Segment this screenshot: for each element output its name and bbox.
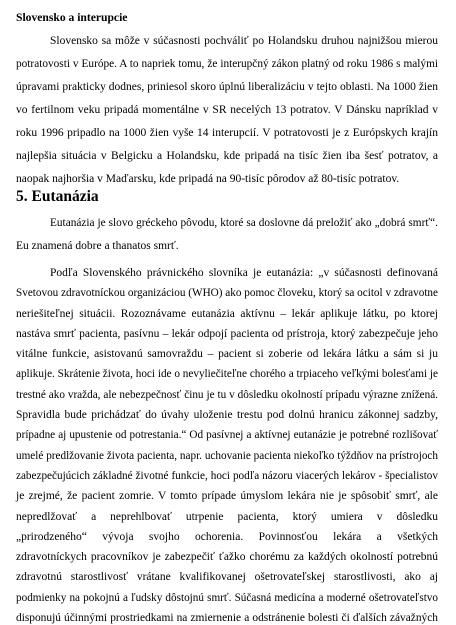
paragraph-line: disponujú účinnými prostriedkami na zmiernenie a odstránenie bolesti či ďalších závažných	[16, 612, 438, 624]
section-text-line: najlepšia situácia v Belgicku a Holandsku, kde pripadá na tisíc žien iba šesť potratov, a	[16, 150, 438, 162]
paragraph-line: „prirodzeného“ vývoja svojho ochorenia. Povinnosťou lekára a všetkých	[16, 531, 438, 543]
section-heading: Slovensko a interupcie	[16, 11, 128, 24]
paragraph-line: prípadne aj upustenie od potrestania.“ Od pasívnej a aktívnej eutanázie je potrebné rozlišovať	[16, 429, 438, 441]
section-text-line: Slovensko sa môže v súčasnosti pochváliť po Holandsku druhou najnižšou mierou	[50, 35, 438, 47]
paragraph-line: podmienky na pokojnú a ľudsky dôstojnú smrť. Súčasná medicína a moderné ošetrovateľstvo	[16, 592, 438, 604]
section-text-line: potratovosti v Európe. A to napriek tomu, že interupčný zákon platný od roku 1986 s malými	[16, 58, 438, 70]
section-text-line: naopak najhoršia v Maďarsku, kde pripadá na 90-tisíc pôrodov až 80-tisíc potratov.	[16, 173, 400, 185]
paragraph-line: umelé predlžovanie života pacienta, napr. uchovanie pacienta niekoľko týždňov na prístrojoch	[16, 450, 438, 462]
paragraph-line: nastáva smrť pacienta, pasívnu – lekár odpojí pacienta od prístroja, ktorý zabezpečuje jeho	[16, 328, 438, 340]
paragraph-line: Svetovou zdravotníckou organizáciou (WHO) ako pomoc človeku, ktorý sa ocitol v zdravotne	[16, 287, 438, 299]
section-text-line: vo fertilnom veku pripadá momentálne v SR necelých 13 potratov. V Dánsku napríklad v	[16, 104, 438, 116]
paragraph-line: trestné ako vražda, ale nebezpečnosť činu je tu v dôsledku okolností prípadu výrazne znížená.	[16, 389, 438, 401]
chapter-heading: 5. Eutanázia	[16, 188, 99, 205]
paragraph-line: zdravotnú starostlivosť vrátane kvalifikovanej ošetrovateľskej starostlivosti, ako aj	[16, 571, 438, 583]
paragraph-line: zabezpečujúcich základné životné funkcie, hoci podľa názoru viacerých lekárov - špecialistov	[16, 470, 438, 482]
paragraph-line: nepredlžovať a neprehlbovať utrpenie pacienta, ktorý umiera v dôsledku	[16, 511, 438, 523]
paragraph-line: neriešiteľnej situácii. Rozoznávame eutanázia aktívnu – lekár aplikuje látku, po ktorej	[16, 308, 438, 320]
paragraph-line: Spravidla bude prichádzať do úvahy uloženie trestu pod dolnú hranicu zákonnej sadzby,	[16, 409, 438, 421]
paragraph-line: vitálne funkcie, asistovanú samovraždu – pacient si zoberie od lekára látku a sám si ju	[16, 348, 438, 360]
paragraph-line: aplikuje. Skrátenie života, hoci ide o nevyliečiteľne chorého a trpiaceho veľkými bolesťami je	[16, 368, 438, 380]
paragraph-line: Eu znamená dobre a thanatos smrť.	[16, 240, 179, 252]
section-text-line: roku 1996 pripadlo na 1000 žien vyše 14 interupcií. V potratovosti je z Európskych krajín	[16, 127, 438, 139]
paragraph-line: zdravotníckych pracovníkov je zabezpečiť ťažko chorému za každých okolností potrebnú	[16, 551, 438, 563]
paragraph-line: je zrejmé, že pacient zomrie. V tomto prípade úmyslom lekára nie je spôsobiť smrť, ale	[16, 490, 438, 502]
paragraph-line: Podľa Slovenského právnického slovníka je eutanázia: „v súčasnosti definovaná	[50, 267, 438, 279]
paragraph-line: Eutanázia je slovo gréckeho pôvodu, ktoré sa doslovne dá preložiť ako „dobrá smrť“.	[50, 217, 438, 229]
section-text-line: úpravami prakticky dodnes, priniesol skoro úplnú liberalizáciu v tejto oblasti. Na 1000 žien	[16, 81, 438, 93]
